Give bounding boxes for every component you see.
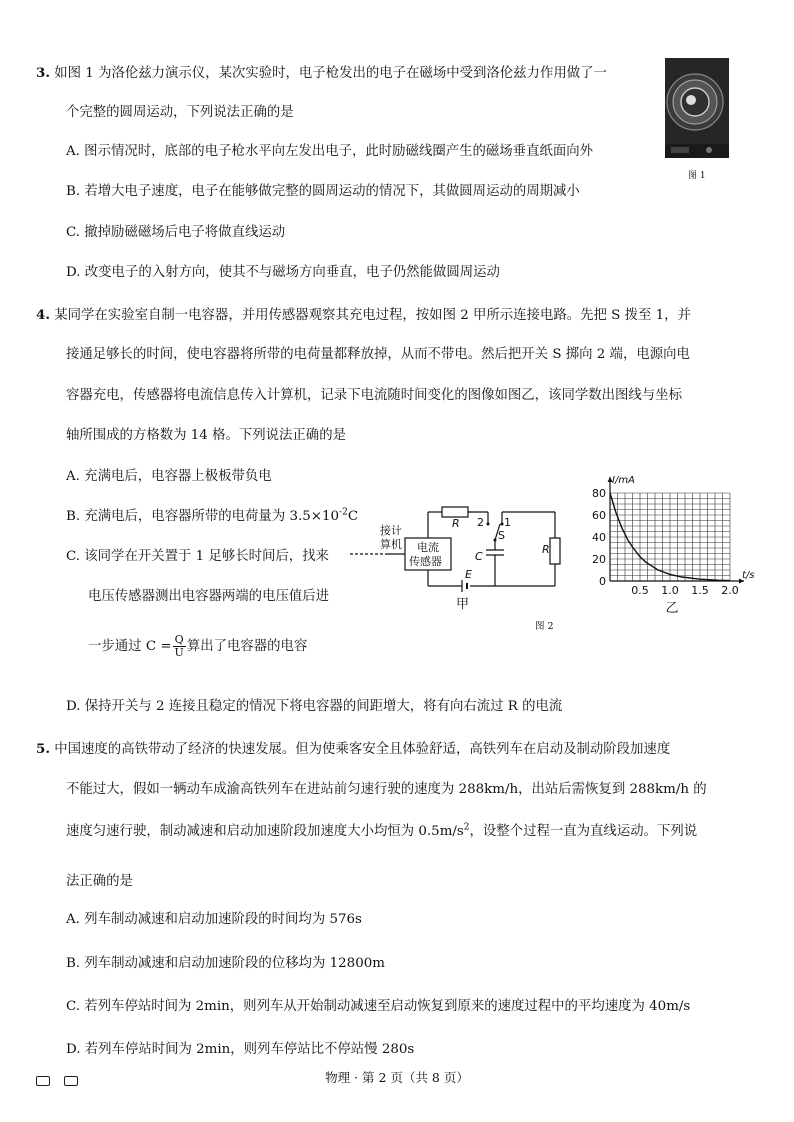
q5-stem-text-3: 速度匀速行驶，制动减速和启动加速阶段加速度大小均恒为 0.5m/s xyxy=(66,824,464,839)
q3-option-a: A. 图示情况时，底部的电子枪水平向左发出电子，此时励磁线圈产生的磁场垂直纸面向外 xyxy=(66,144,594,159)
y-axis-label: I/mA xyxy=(612,475,635,486)
q5-stem-line-4: 法正确的是 xyxy=(66,874,133,889)
lorentz-demonstrator-photo xyxy=(665,58,729,158)
q4-stem-line-3: 容器充电，传感器将电流信息传入计算机，记录下电流随时间变化的图像如图乙，该同学数出图线与坐标 xyxy=(66,388,682,403)
q5-stem-line-3 xyxy=(66,823,697,841)
q5-stem-text-1: 中国速度的高铁带动了经济的快速发展。但为使乘客安全且体验舒适，高铁列车在启动及制动阶段加速度 xyxy=(54,742,671,757)
q3-stem-text-1: 如图 1 为洛伦兹力演示仪，某次实验时，电子枪发出的电子在磁场中受到洛伦兹力作用做了一 xyxy=(54,66,607,81)
y-tick-label: 80 xyxy=(592,487,606,500)
q4-stem-line-4: 轴所围成的方格数为 14 格。下列说法正确的是 xyxy=(66,428,346,443)
battery-label: E xyxy=(465,568,472,581)
q5-stem-line-1 xyxy=(36,740,670,759)
capacitance-fraction xyxy=(173,634,186,659)
computer-label-1: 接计 xyxy=(380,524,402,537)
q4-option-c-formula-tail: 算出了电容器的电容 xyxy=(186,639,308,654)
switch-position-2: 2 xyxy=(477,516,484,529)
q3-option-c: C. 撤掉励磁磁场后电子将做直线运动 xyxy=(66,225,286,240)
q4-stem-line-1 xyxy=(36,306,691,325)
resistor-top-label: R xyxy=(452,517,460,530)
q5-unit-exponent: 2 xyxy=(463,822,470,833)
fraction-denominator: U xyxy=(174,646,184,659)
computer-label-2: 算机 xyxy=(380,538,402,551)
q3-stem-line-1 xyxy=(36,64,607,83)
fraction-numerator: Q xyxy=(173,634,186,647)
q3-number: 3. xyxy=(36,65,50,81)
figure-2-caption: 图 2 xyxy=(535,621,554,632)
q4-stem-line-2: 接通足够长的时间，使电容器将所带的电荷量都释放掉，从而不带电。然后把开关 S 掷向 2 端，电源向电 xyxy=(66,347,690,362)
q4-option-c-line-2: 电压传感器测出电容器两端的电压值后进 xyxy=(88,589,330,604)
x-axis-label: t/s xyxy=(742,570,755,581)
sensor-label-1: 电流 xyxy=(417,541,439,554)
resistor-right-label: R xyxy=(542,543,550,556)
q5-option-a: A. 列车制动减速和启动加速阶段的时间均为 576s xyxy=(66,912,362,927)
x-tick-label: 1.5 xyxy=(691,584,709,597)
q4-option-c-line-3 xyxy=(88,632,307,662)
q4-option-d: D. 保持开关与 2 连接且稳定的情况下将电容器的间距增大，将有向右流过 R 的电流 xyxy=(66,699,563,714)
y-tick-label: 60 xyxy=(592,509,606,522)
q4-option-b-exponent: -2 xyxy=(339,507,348,518)
q3-stem-line-2: 个完整的圆周运动，下列说法正确的是 xyxy=(66,105,294,120)
q4-option-c-formula-lead: 一步通过 C = xyxy=(88,639,172,654)
capacitor-label: C xyxy=(475,550,483,563)
y-tick-label: 40 xyxy=(592,531,606,544)
q5-option-b: B. 列车制动减速和启动加速阶段的位移均为 12800m xyxy=(66,956,385,971)
q4-option-a: A. 充满电后，电容器上极板带负电 xyxy=(66,469,272,484)
q5-stem-line-2: 不能过大，假如一辆动车成渝高铁列车在进站前匀速行驶的速度为 288km/h，出站后需恢复到 288km/h 的 xyxy=(66,782,707,797)
figure-1-caption: 图 1 xyxy=(688,171,706,181)
q4-option-b-text: B. 充满电后，电容器所带的电荷量为 3.5×10 xyxy=(66,509,340,524)
x-tick-label: 0.5 xyxy=(631,584,649,597)
page-footer: 物理 · 第 2 页（共 8 页） xyxy=(325,1070,469,1085)
q4-option-b xyxy=(66,508,358,526)
switch-position-1: 1 xyxy=(504,516,511,529)
q4-stem-text-1: 某同学在实验室自制一电容器，并用传感器观察其充电过程，按如图 2 甲所示连接电路。先把 S 拨至 1，并 xyxy=(54,308,691,323)
sensor-label-2: 传感器 xyxy=(409,555,442,568)
q3-option-b: B. 若增大电子速度，电子在能够做完整的圆周运动的情况下，其做圆周运动的周期减小 xyxy=(66,184,580,199)
q4-option-c-line-1: C. 该同学在开关置于 1 足够长时间后，找来 xyxy=(66,549,329,564)
current-time-chart xyxy=(580,466,760,616)
q4-number: 4. xyxy=(36,307,50,323)
q5-option-d: D. 若列车停站时间为 2min，则列车停站比不停站慢 280s xyxy=(66,1042,415,1057)
q5-number: 5. xyxy=(36,741,50,757)
x-tick-label: 2.0 xyxy=(721,584,739,597)
circuit-diagram xyxy=(347,500,570,615)
q4-option-b-unit: C xyxy=(347,509,359,524)
switch-label: S xyxy=(498,529,505,542)
x-tick-label: 1.0 xyxy=(661,584,679,597)
origin-label: 0 xyxy=(599,575,606,588)
circuit-caption: 甲 xyxy=(456,597,470,612)
q5-stem-text-3-tail: ，设整个过程一直为直线运动。下列说 xyxy=(469,824,698,839)
q5-option-c: C. 若列车停站时间为 2min，则列车从开始制动减速至启动恢复到原来的速度过程中的平均速度为 40m/s xyxy=(66,999,691,1014)
y-tick-label: 20 xyxy=(592,553,606,566)
q3-option-d: D. 改变电子的入射方向，使其不与磁场方向垂直，电子仍然能做圆周运动 xyxy=(66,265,500,280)
graph-caption: 乙 xyxy=(665,601,679,616)
